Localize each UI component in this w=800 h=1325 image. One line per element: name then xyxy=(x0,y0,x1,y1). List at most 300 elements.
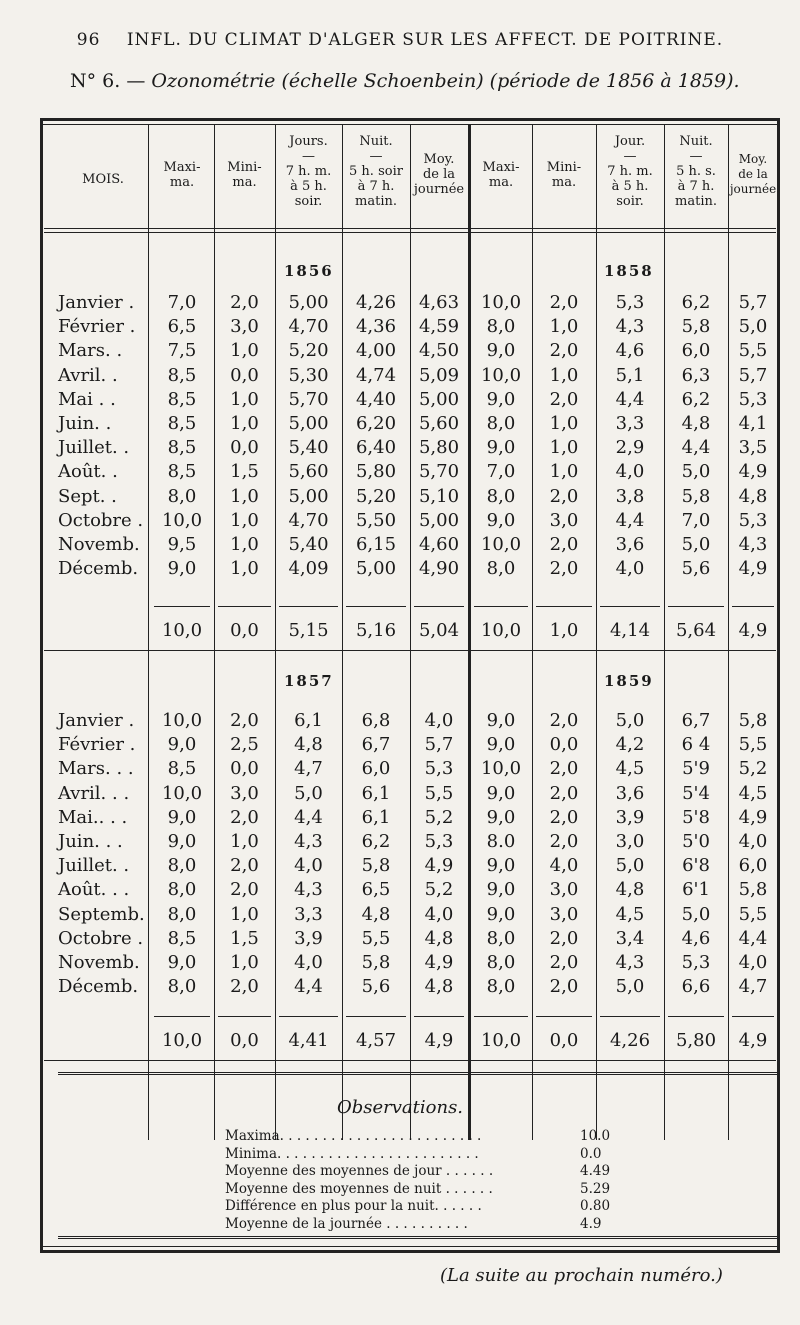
cell-value: 5,60 xyxy=(418,413,460,434)
cell-value: 5,5 xyxy=(424,782,454,804)
cell-value: 6,0 xyxy=(738,855,768,877)
cell-value: 5,0 xyxy=(294,782,323,804)
cell-value: 5,20 xyxy=(355,485,397,507)
table-row xyxy=(0,976,800,1000)
cell-value: 1,0 xyxy=(230,340,259,362)
cell-value: 8,5 xyxy=(167,461,197,483)
summary-row xyxy=(0,1030,800,1054)
cell-value: 10,0 xyxy=(480,292,522,313)
cell-value: 2,0 xyxy=(549,534,579,555)
cell-value: 4,5 xyxy=(615,758,645,780)
cell-value: 4,0 xyxy=(549,855,579,877)
cell-value: 3,6 xyxy=(615,534,645,555)
summary-value: 1,0 xyxy=(549,620,579,641)
month-label: Décemb. xyxy=(58,976,139,998)
block-separator xyxy=(44,650,776,651)
cell-value: 5,2 xyxy=(424,806,454,828)
cell-value: 4,00 xyxy=(355,340,397,362)
cell-value: 6,40 xyxy=(355,437,397,459)
cell-value: 2,0 xyxy=(549,340,579,362)
summary-rule xyxy=(536,1016,592,1017)
cell-value: 9,0 xyxy=(167,558,197,580)
cell-value: 5'8 xyxy=(682,806,710,828)
cell-value: 4,36 xyxy=(355,316,397,338)
cell-value: 5,8 xyxy=(361,855,391,877)
summary-value: 4,14 xyxy=(609,620,651,641)
header-text: ma. xyxy=(488,175,514,190)
header-text: journée xyxy=(729,182,777,196)
header-nuit-right xyxy=(664,134,728,209)
cell-value: 2,9 xyxy=(615,437,645,459)
table-row xyxy=(0,486,800,510)
table-row xyxy=(0,904,800,928)
summary-value: 5,15 xyxy=(288,620,329,641)
cell-value: 8,0 xyxy=(486,558,516,580)
header-text: — xyxy=(369,149,383,164)
summary-rule xyxy=(154,1016,210,1017)
summary-rule xyxy=(668,606,724,607)
cell-value: 5,00 xyxy=(418,509,460,531)
cell-value: 4,7 xyxy=(294,758,323,780)
observation-value: 4.49 xyxy=(580,1163,611,1179)
cell-value: 9,5 xyxy=(167,534,197,555)
header-text: 5 h. soir xyxy=(349,164,403,179)
table-title xyxy=(70,70,770,92)
cell-value: 1,0 xyxy=(230,413,259,434)
cell-value: 2,0 xyxy=(549,485,579,507)
cell-value: 4,8 xyxy=(294,734,323,756)
observation-row xyxy=(225,1128,645,1146)
cell-value: 2,0 xyxy=(549,976,579,998)
cell-value: 5,2 xyxy=(738,758,768,780)
observation-label: Moyenne des moyennes de jour . . . . . . xyxy=(225,1163,494,1179)
cell-value: 9,0 xyxy=(167,734,197,756)
header-text: Mini- xyxy=(546,160,582,175)
observation-value: 10.0 xyxy=(580,1128,611,1144)
month-label: Février . xyxy=(58,734,136,756)
cell-value: 3,6 xyxy=(615,782,645,804)
running-head xyxy=(0,30,800,50)
cell-value: 3,0 xyxy=(615,831,645,852)
cell-value: 5,8 xyxy=(738,879,768,901)
cell-value: 5,0 xyxy=(738,316,768,338)
cell-value: 2,0 xyxy=(230,806,259,828)
cell-value: 9,0 xyxy=(486,855,516,877)
cell-value: 9,0 xyxy=(167,806,197,828)
cell-value: 4,3 xyxy=(294,831,323,852)
table-row xyxy=(0,734,800,758)
cell-value: 1,0 xyxy=(549,461,579,483)
page-number: 96 xyxy=(76,30,101,50)
header-jour-left xyxy=(275,134,342,209)
table-row xyxy=(0,510,800,534)
cell-value: 5,00 xyxy=(288,413,329,434)
cell-value: 5,8 xyxy=(738,710,768,731)
summary-rule xyxy=(346,606,406,607)
cell-value: 10,0 xyxy=(161,509,203,531)
observations-top-rule xyxy=(58,1072,780,1075)
month-label: Janvier . xyxy=(58,710,135,731)
cell-value: 6,6 xyxy=(681,976,711,998)
header-text: de la xyxy=(422,167,456,182)
cell-value: 5,40 xyxy=(288,437,329,459)
table-row xyxy=(0,316,800,340)
header-text: 7 h. m. xyxy=(285,164,332,179)
cell-value: 0,0 xyxy=(230,364,259,386)
header-text: soir. xyxy=(616,194,644,209)
observation-row xyxy=(225,1216,645,1234)
cell-value: 2,0 xyxy=(230,855,259,877)
cell-value: 6,1 xyxy=(294,710,323,731)
header-text: ma. xyxy=(169,175,195,190)
observations-title: Observations. xyxy=(336,1097,464,1118)
summary-value: 4,26 xyxy=(609,1030,651,1051)
cell-value: 3,5 xyxy=(738,437,768,459)
cell-value: 8,5 xyxy=(167,364,197,386)
cell-value: 1,0 xyxy=(230,558,259,580)
summary-value: 10,0 xyxy=(480,1030,522,1051)
cell-value: 4,4 xyxy=(738,927,768,949)
cell-value: 7,0 xyxy=(681,509,711,531)
cell-value: 5,7 xyxy=(738,364,768,386)
month-label: Août. . . xyxy=(58,879,130,901)
month-label: Juillet. . xyxy=(58,855,130,877)
cell-value: 9,0 xyxy=(486,782,516,804)
continuation-note: (La suite au prochain numéro.) xyxy=(440,1265,723,1286)
cell-value: 6,2 xyxy=(681,292,711,313)
cell-value: 6,2 xyxy=(681,388,711,410)
cell-value: 5,60 xyxy=(288,461,329,483)
header-text: Nuit. xyxy=(359,134,393,149)
cell-value: 5,8 xyxy=(681,316,711,338)
cell-value: 4,50 xyxy=(418,340,460,362)
cell-value: 6,5 xyxy=(361,879,391,901)
observation-label: Minima. . . . . . . . . . . . . . . . . . . . . . . . xyxy=(225,1145,479,1162)
table-row xyxy=(0,758,800,782)
header-text: Moy. xyxy=(738,152,768,166)
cell-value: 5,70 xyxy=(288,388,329,410)
cell-value: 4,8 xyxy=(361,903,391,925)
table-row xyxy=(0,389,800,413)
cell-value: 4,8 xyxy=(615,879,645,901)
header-text: à 7 h. xyxy=(677,179,715,194)
cell-value: 5,7 xyxy=(424,734,454,756)
cell-value: 3,9 xyxy=(615,806,645,828)
header-text: Maxi- xyxy=(163,160,201,175)
cell-value: 5,10 xyxy=(418,485,460,507)
cell-value: 6'8 xyxy=(682,855,710,877)
cell-value: 4,3 xyxy=(615,316,645,338)
cell-value: 8,0 xyxy=(486,927,516,949)
observation-value: 0.0 xyxy=(580,1145,602,1162)
cell-value: 4,8 xyxy=(738,485,768,507)
summary-rule xyxy=(474,1016,528,1017)
cell-value: 8,0 xyxy=(167,855,197,877)
cell-value: 5,0 xyxy=(615,710,645,731)
cell-value: 8,0 xyxy=(486,413,516,434)
cell-value: 2,0 xyxy=(230,710,259,731)
observation-row xyxy=(225,1146,645,1164)
month-label: Février . xyxy=(58,316,136,338)
cell-value: 5,5 xyxy=(738,340,768,362)
cell-value: 6,5 xyxy=(167,316,197,338)
header-text: Mini- xyxy=(227,160,262,175)
cell-value: 5,00 xyxy=(355,558,397,580)
cell-value: 5,7 xyxy=(738,292,768,313)
cell-value: 5,0 xyxy=(681,461,711,483)
cell-value: 4,70 xyxy=(288,316,329,338)
cell-value: 5,3 xyxy=(738,388,768,410)
cell-value: 5,0 xyxy=(681,903,711,925)
header-text: matin. xyxy=(675,194,717,209)
cell-value: 2,5 xyxy=(230,734,259,756)
cell-value: 2,0 xyxy=(549,758,579,780)
cell-value: 4,70 xyxy=(288,509,329,531)
cell-value: 2,0 xyxy=(549,782,579,804)
cell-value: 5,00 xyxy=(418,388,460,410)
month-label: Mai . . xyxy=(58,388,116,410)
cell-value: 4,6 xyxy=(615,340,645,362)
cell-value: 4,1 xyxy=(738,413,768,434)
cell-value: 4,0 xyxy=(424,710,454,731)
table-row xyxy=(0,292,800,316)
cell-value: 3,3 xyxy=(615,413,645,434)
cell-value: 6'1 xyxy=(682,879,710,901)
cell-value: 8,5 xyxy=(167,388,197,410)
cell-value: 2,0 xyxy=(549,806,579,828)
cell-value: 6 4 xyxy=(681,734,711,756)
cell-value: 9,0 xyxy=(486,806,516,828)
cell-value: 1,5 xyxy=(230,461,259,483)
cell-value: 6,7 xyxy=(681,710,711,731)
cell-value: 5,40 xyxy=(288,534,329,555)
table-row xyxy=(0,928,800,952)
cell-value: 3,0 xyxy=(549,509,579,531)
cell-value: 10,0 xyxy=(480,534,522,555)
summary-value: 4,41 xyxy=(288,1030,329,1051)
cell-value: 1,0 xyxy=(230,952,259,973)
summary-rule xyxy=(668,1016,724,1017)
table-title-scale: (échelle Schoenbein) xyxy=(281,70,484,92)
cell-value: 9,0 xyxy=(486,710,516,731)
table-row xyxy=(0,558,800,582)
month-label: Octobre . xyxy=(58,509,144,531)
summary-rule xyxy=(346,1016,406,1017)
cell-value: 4,09 xyxy=(288,558,329,580)
cell-value: 8.0 xyxy=(486,831,516,852)
cell-value: 9,0 xyxy=(486,903,516,925)
cell-value: 5,30 xyxy=(288,364,329,386)
summary-rule xyxy=(154,606,210,607)
cell-value: 5,3 xyxy=(615,292,645,313)
year-label-left: 1856 xyxy=(284,262,334,280)
table-number: N° 6. — xyxy=(70,70,146,92)
cell-value: 4,8 xyxy=(681,413,711,434)
cell-value: 4,40 xyxy=(355,388,397,410)
cell-value: 4,0 xyxy=(294,855,323,877)
summary-rule xyxy=(279,606,338,607)
cell-value: 6,15 xyxy=(355,534,397,555)
header-text: 5 h. s. xyxy=(676,164,716,179)
block-separator xyxy=(44,1060,776,1061)
cell-value: 1,0 xyxy=(230,831,259,852)
cell-value: 0,0 xyxy=(549,734,579,756)
cell-value: 1,0 xyxy=(549,316,579,338)
header-text: ma. xyxy=(551,175,577,190)
cell-value: 4,63 xyxy=(418,292,460,313)
header-text: à 5 h. xyxy=(611,179,649,194)
cell-value: 9,0 xyxy=(167,952,197,973)
table-row xyxy=(0,879,800,903)
cell-value: 8,0 xyxy=(167,485,197,507)
header-moy-right xyxy=(728,152,778,197)
header-text: ma. xyxy=(232,175,257,190)
header-moy-left xyxy=(410,152,468,197)
summary-value: 0,0 xyxy=(230,620,259,641)
cell-value: 4,4 xyxy=(294,806,323,828)
table-row xyxy=(0,340,800,364)
cell-value: 4,5 xyxy=(615,903,645,925)
cell-value: 0,0 xyxy=(230,437,259,459)
summary-rule xyxy=(218,1016,271,1017)
month-label: Août. . xyxy=(58,461,118,483)
table-row xyxy=(0,437,800,461)
cell-value: 4,0 xyxy=(738,831,768,852)
summary-rule xyxy=(474,606,528,607)
cell-value: 4,0 xyxy=(424,903,454,925)
cell-value: 3,8 xyxy=(615,485,645,507)
header-maxima-left xyxy=(150,160,214,190)
cell-value: 2,0 xyxy=(549,831,579,852)
year-label-right: 1858 xyxy=(604,262,654,280)
cell-value: 9,0 xyxy=(486,734,516,756)
cell-value: 5,3 xyxy=(424,831,454,852)
summary-value: 0,0 xyxy=(549,1030,579,1051)
cell-value: 4,9 xyxy=(738,558,768,580)
cell-value: 1,0 xyxy=(230,903,259,925)
cell-value: 9,0 xyxy=(486,509,516,531)
cell-value: 5,5 xyxy=(738,734,768,756)
cell-value: 8,0 xyxy=(167,903,197,925)
cell-value: 3,0 xyxy=(230,316,259,338)
cell-value: 4,4 xyxy=(615,509,645,531)
cell-value: 5,70 xyxy=(418,461,460,483)
cell-value: 4,3 xyxy=(294,879,323,901)
cell-value: 4,0 xyxy=(615,558,645,580)
cell-value: 5,6 xyxy=(681,558,711,580)
header-text: — xyxy=(689,149,703,164)
header-mois: MOIS. xyxy=(82,172,124,187)
cell-value: 4,3 xyxy=(615,952,645,973)
cell-value: 3,4 xyxy=(615,927,645,949)
summary-value: 4,9 xyxy=(424,1030,454,1051)
summary-value: 4,9 xyxy=(738,1030,768,1051)
header-text: Nuit. xyxy=(679,134,713,149)
summary-rule xyxy=(414,1016,464,1017)
header-jour-right xyxy=(596,134,664,209)
cell-value: 4,0 xyxy=(294,952,323,973)
year-label-right: 1859 xyxy=(604,672,654,690)
summary-value: 0,0 xyxy=(230,1030,259,1051)
cell-value: 6,0 xyxy=(361,758,391,780)
cell-value: 4,3 xyxy=(738,534,768,555)
observation-row xyxy=(225,1163,645,1181)
header-text: de la xyxy=(738,167,768,181)
cell-value: 1,0 xyxy=(549,413,579,434)
cell-value: 4,9 xyxy=(738,461,768,483)
cell-value: 8,0 xyxy=(486,316,516,338)
observation-label: Moyenne des moyennes de nuit . . . . . . xyxy=(225,1180,493,1197)
month-label: Juillet. . xyxy=(58,437,130,459)
cell-value: 4,5 xyxy=(738,782,768,804)
cell-value: 4,90 xyxy=(418,558,460,580)
cell-value: 9,0 xyxy=(486,340,516,362)
cell-value: 9,0 xyxy=(486,388,516,410)
cell-value: 8,0 xyxy=(486,485,516,507)
cell-value: 1,0 xyxy=(549,364,579,386)
cell-value: 2,0 xyxy=(230,879,259,901)
cell-value: 5,2 xyxy=(424,879,454,901)
cell-value: 1,0 xyxy=(230,509,259,531)
summary-value: 5,04 xyxy=(418,620,460,641)
cell-value: 4,0 xyxy=(738,952,768,973)
cell-value: 5,00 xyxy=(288,485,329,507)
cell-value: 6,20 xyxy=(355,413,397,434)
cell-value: 4,9 xyxy=(424,855,454,877)
cell-value: 4,2 xyxy=(615,734,645,756)
month-label: Sept. . xyxy=(58,485,117,507)
cell-value: 4,6 xyxy=(681,927,711,949)
cell-value: 7,0 xyxy=(167,292,197,313)
cell-value: 1,0 xyxy=(230,534,259,555)
table-title-period: (période de 1856 à 1859). xyxy=(489,70,740,92)
cell-value: 9,0 xyxy=(167,831,197,852)
cell-value: 5,5 xyxy=(361,927,391,949)
table-row xyxy=(0,831,800,855)
cell-value: 10,0 xyxy=(480,364,522,386)
year-label-left: 1857 xyxy=(284,672,334,690)
cell-value: 5,80 xyxy=(355,461,397,483)
cell-value: 6,0 xyxy=(681,340,711,362)
cell-value: 8,0 xyxy=(486,952,516,973)
cell-value: 5,00 xyxy=(288,292,329,313)
cell-value: 1,5 xyxy=(230,927,259,949)
header-text: Jour. xyxy=(614,134,646,149)
header-text: journée xyxy=(413,182,465,197)
month-label: Mai.. . . xyxy=(58,806,128,828)
observation-row xyxy=(225,1198,645,1216)
header-text: Jours. xyxy=(289,134,328,149)
cell-value: 5,09 xyxy=(418,364,460,386)
header-text: Maxi- xyxy=(482,160,520,175)
table-row xyxy=(0,365,800,389)
cell-value: 5,0 xyxy=(681,534,711,555)
header-text: 7 h. m. xyxy=(607,164,653,179)
cell-value: 4,9 xyxy=(424,952,454,973)
observation-label: Différence en plus pour la nuit. . . . . . xyxy=(225,1198,482,1214)
cell-value: 3,0 xyxy=(549,879,579,901)
header-text: soir. xyxy=(294,194,323,209)
summary-rule xyxy=(279,1016,338,1017)
cell-value: 3,9 xyxy=(294,927,323,949)
summary-value: 10,0 xyxy=(161,620,203,641)
table-row xyxy=(0,855,800,879)
cell-value: 2,0 xyxy=(549,292,579,313)
cell-value: 5,8 xyxy=(361,952,391,973)
header-nuit-left xyxy=(342,134,410,209)
cell-value: 5,3 xyxy=(738,509,768,531)
month-label: Avril. . . xyxy=(58,782,130,804)
